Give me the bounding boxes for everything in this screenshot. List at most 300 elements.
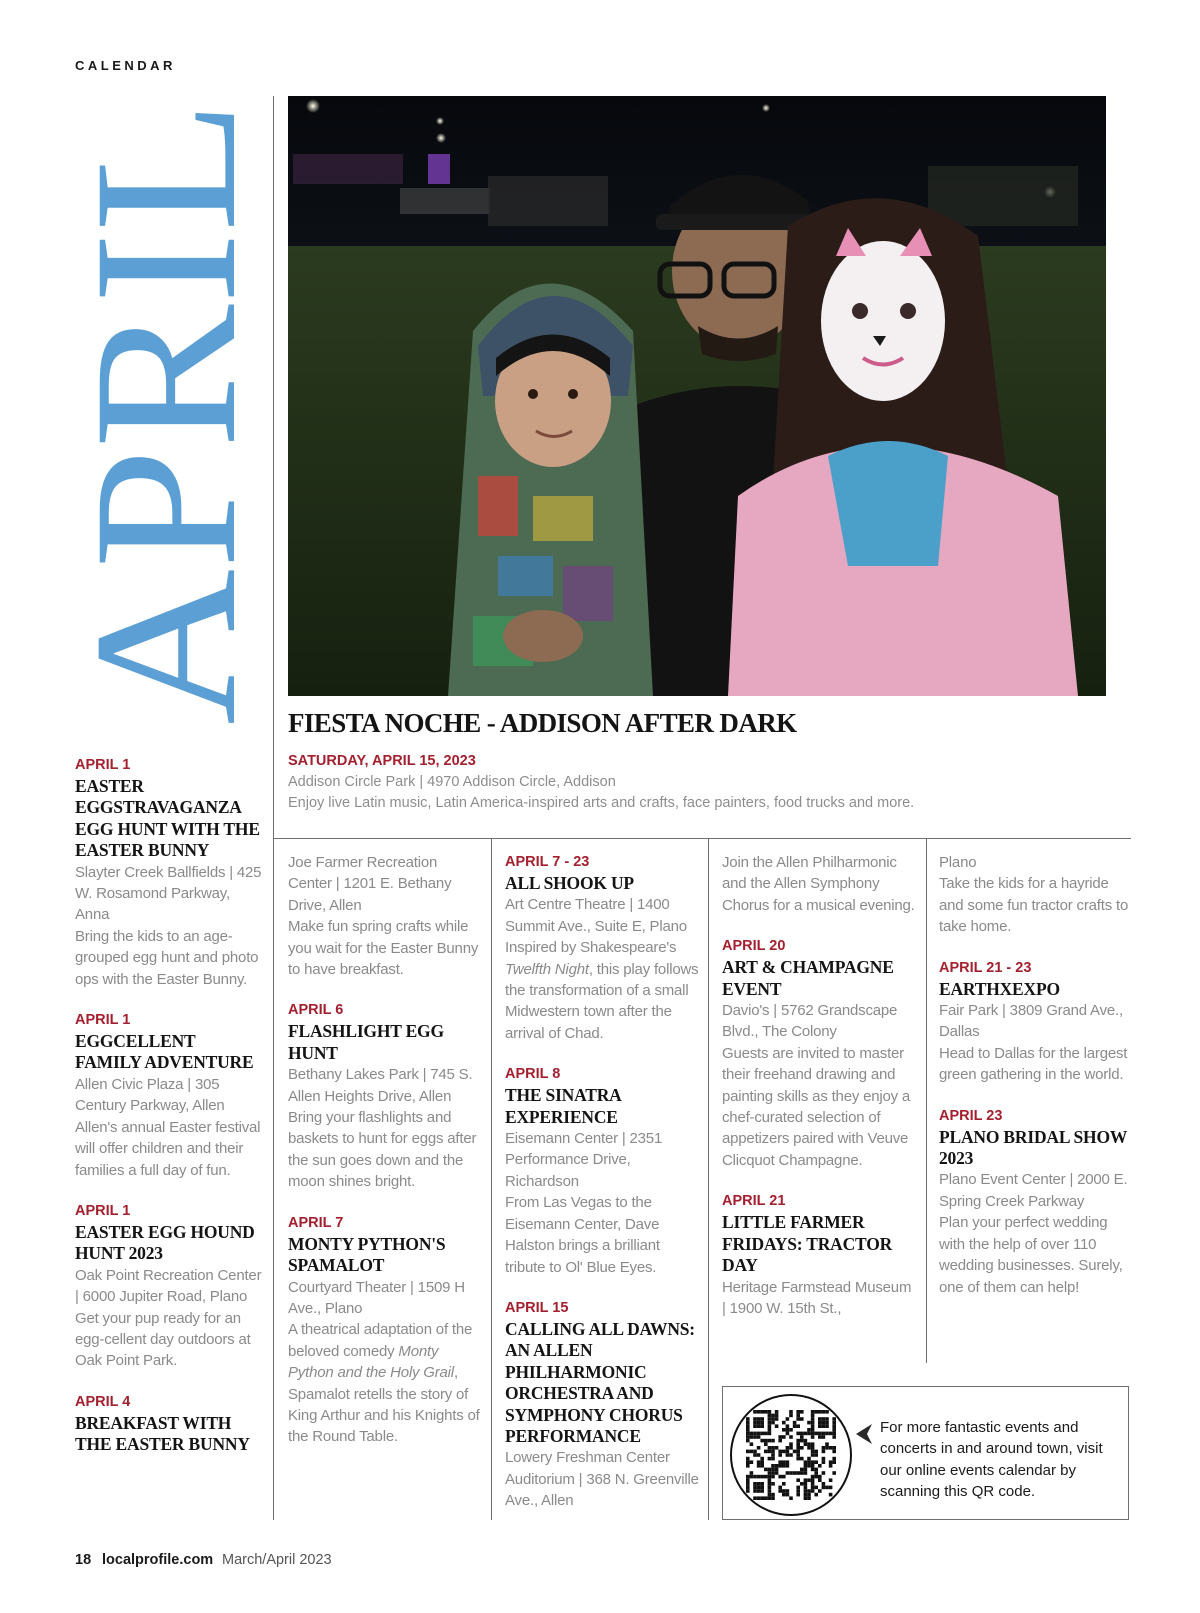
page-number: 18 <box>75 1552 92 1568</box>
qr-module <box>757 1410 761 1414</box>
qr-module <box>800 1417 804 1421</box>
event-title: PLANO BRIDAL SHOW 2023 <box>939 1126 1127 1169</box>
qr-module <box>786 1471 790 1475</box>
qr-module <box>822 1435 826 1439</box>
qr-module <box>832 1460 836 1464</box>
qr-module <box>800 1446 804 1450</box>
qr-module <box>832 1446 836 1450</box>
qr-module <box>768 1410 772 1414</box>
qr-module <box>814 1475 818 1479</box>
qr-module <box>811 1421 815 1425</box>
qr-module <box>818 1478 822 1482</box>
qr-module <box>789 1428 793 1432</box>
left-column <box>75 755 263 1476</box>
qr-module <box>768 1424 772 1428</box>
event-item <box>505 1064 703 1278</box>
qr-module <box>746 1464 750 1468</box>
event-continuation <box>939 852 1135 938</box>
qr-module <box>771 1464 775 1468</box>
qr-module <box>760 1457 764 1461</box>
qr-module <box>764 1450 768 1454</box>
qr-module <box>768 1493 772 1497</box>
event-date: APRIL 15 <box>505 1299 569 1316</box>
qr-module <box>771 1446 775 1450</box>
event-date: APRIL 7 <box>288 1214 344 1231</box>
qr-module <box>807 1446 811 1450</box>
qr-module <box>786 1493 790 1497</box>
event-description: Bring the kids to an age-grouped egg hunt and photo ops with the Easter Bunny. <box>75 927 259 988</box>
qr-module <box>796 1410 800 1414</box>
qr-module <box>746 1432 750 1436</box>
qr-module <box>800 1468 804 1472</box>
qr-module <box>789 1446 793 1450</box>
qr-module <box>757 1475 761 1479</box>
qr-module <box>746 1439 750 1443</box>
qr-module <box>818 1489 822 1493</box>
qr-module <box>829 1446 833 1450</box>
qr-module <box>807 1442 811 1446</box>
event-description: Bring your flashlights and baskets to hunt for eggs after the sun goes down and the moon shines bright. <box>288 1109 477 1191</box>
qr-module <box>757 1464 761 1468</box>
qr-module <box>771 1493 775 1497</box>
qr-module <box>796 1446 800 1450</box>
qr-module <box>825 1432 829 1436</box>
qr-module <box>796 1414 800 1418</box>
qr-module <box>771 1496 775 1500</box>
qr-module <box>768 1486 772 1490</box>
qr-module <box>804 1489 808 1493</box>
event-location: Eisemann Center | 2351 Performance Drive, Richardson <box>505 1130 663 1190</box>
qr-module <box>760 1421 764 1425</box>
qr-module <box>768 1450 772 1454</box>
qr-module <box>789 1410 793 1414</box>
qr-module <box>757 1435 761 1439</box>
qr-module <box>753 1489 757 1493</box>
event-description: From Las Vegas to the Eisemann Center, Dave Halston brings a brilliant tribute to Ol' Blue Eyes. <box>505 1194 660 1276</box>
qr-module <box>757 1486 761 1490</box>
qr-module <box>778 1450 782 1454</box>
qr-module <box>786 1464 790 1468</box>
qr-module <box>746 1435 750 1439</box>
qr-module <box>782 1482 786 1486</box>
qr-module <box>786 1450 790 1454</box>
footer-site: localprofile.com <box>102 1552 214 1568</box>
qr-module <box>804 1468 808 1472</box>
month-title-text: APRIL <box>52 132 279 725</box>
qr-module <box>750 1460 754 1464</box>
left-column-divider <box>273 96 274 1520</box>
qr-callout-text: For more fantastic events and concerts in and around town, visit our online events calendar by scanning this QR code. <box>880 1419 1103 1501</box>
qr-module <box>782 1464 786 1468</box>
qr-module <box>814 1453 818 1457</box>
qr-module <box>757 1432 761 1436</box>
qr-module <box>789 1414 793 1418</box>
feature-description: Enjoy live Latin music, Latin America-inspired arts and crafts, face painters, food trucks and more. <box>288 795 915 811</box>
qr-module <box>811 1410 815 1414</box>
qr-module <box>825 1410 829 1414</box>
qr-module <box>757 1453 761 1457</box>
qr-module <box>782 1489 786 1493</box>
qr-module <box>746 1478 750 1482</box>
event-location: Davio's | 5762 Grandscape Blvd., The Colony <box>722 1002 898 1041</box>
qr-module <box>746 1424 750 1428</box>
section-label: CALENDAR <box>75 58 176 73</box>
qr-module <box>778 1486 782 1490</box>
event-item <box>288 1213 484 1448</box>
qr-module <box>750 1471 754 1475</box>
qr-module <box>764 1442 768 1446</box>
qr-module <box>760 1475 764 1479</box>
column-4 <box>722 852 918 1339</box>
event-continuation <box>288 852 484 980</box>
qr-module <box>746 1486 750 1490</box>
qr-module <box>760 1482 764 1486</box>
qr-module <box>807 1457 811 1461</box>
qr-module <box>771 1482 775 1486</box>
feature-location: Addison Circle Park | 4970 Addison Circle, Addison <box>288 774 616 790</box>
event-date: APRIL 23 <box>939 1107 1003 1124</box>
qr-module <box>746 1450 750 1454</box>
event-title: EASTER EGG HOUND HUNT 2023 <box>75 1221 255 1264</box>
event-item <box>75 755 263 990</box>
qr-module <box>764 1439 768 1443</box>
qr-module <box>793 1471 797 1475</box>
qr-module <box>811 1453 815 1457</box>
qr-module <box>818 1475 822 1479</box>
event-date: APRIL 20 <box>722 938 786 955</box>
qr-module <box>775 1414 779 1418</box>
qr-module <box>800 1482 804 1486</box>
qr-module <box>782 1435 786 1439</box>
qr-module <box>775 1446 779 1450</box>
qr-module <box>786 1460 790 1464</box>
qr-module <box>818 1435 822 1439</box>
qr-module <box>807 1460 811 1464</box>
event-description: Get your pup ready for an egg-cellent day outdoors at Oak Point Park. <box>75 1309 251 1370</box>
qr-module <box>782 1460 786 1464</box>
qr-module <box>832 1424 836 1428</box>
qr-module <box>811 1428 815 1432</box>
event-date: APRIL 1 <box>75 1012 131 1029</box>
qr-module <box>814 1460 818 1464</box>
column-divider <box>491 839 492 1520</box>
feature-title: FIESTA NOCHE - ADDISON AFTER DARK <box>288 708 797 738</box>
qr-module <box>786 1489 790 1493</box>
qr-module <box>768 1417 772 1421</box>
column-2 <box>288 852 484 1468</box>
event-description: Allen's annual Easter festival will offer children and their families a full day of fun. <box>75 1118 261 1179</box>
qr-module <box>822 1424 826 1428</box>
feature-photo <box>288 96 1106 696</box>
qr-module <box>796 1450 800 1454</box>
qr-module <box>822 1471 826 1475</box>
qr-module <box>757 1417 761 1421</box>
qr-module <box>811 1414 815 1418</box>
column-3 <box>505 852 703 1532</box>
qr-module <box>757 1496 761 1500</box>
event-location: Courtyard Theater | 1509 H Ave., Plano <box>288 1278 465 1317</box>
qr-module <box>822 1421 826 1425</box>
qr-module <box>811 1478 815 1482</box>
event-location: Oak Point Recreation Center | 6000 Jupiter Road, Plano <box>75 1266 262 1306</box>
qr-module <box>750 1442 754 1446</box>
qr-module <box>768 1471 772 1475</box>
event-item <box>288 1000 484 1192</box>
qr-module <box>775 1410 779 1414</box>
qr-module <box>804 1471 808 1475</box>
qr-module <box>796 1493 800 1497</box>
qr-module <box>822 1486 826 1490</box>
event-item <box>75 1010 263 1181</box>
qr-module <box>807 1496 811 1500</box>
qr-module <box>782 1421 786 1425</box>
qr-module <box>804 1442 808 1446</box>
qr-module <box>800 1457 804 1461</box>
qr-module <box>804 1482 808 1486</box>
qr-module <box>757 1489 761 1493</box>
qr-module <box>768 1439 772 1443</box>
qr-module <box>829 1478 833 1482</box>
qr-module <box>800 1435 804 1439</box>
month-title <box>52 90 279 740</box>
qr-module <box>811 1432 815 1436</box>
qr-module <box>796 1478 800 1482</box>
event-item <box>722 1191 918 1319</box>
qr-module <box>760 1410 764 1414</box>
qr-module <box>757 1446 761 1450</box>
qr-module <box>786 1432 790 1436</box>
description-italic: Twelfth Night <box>505 960 589 978</box>
qr-module <box>818 1410 822 1414</box>
qr-module <box>796 1486 800 1490</box>
qr-module <box>768 1421 772 1425</box>
qr-module <box>814 1486 818 1490</box>
qr-module <box>753 1421 757 1425</box>
event-title: ART & CHAMPAGNE EVENT <box>722 957 894 999</box>
event-description: Join the Allen Philharmonic and the Allen Symphony Chorus for a musical evening. <box>722 854 915 914</box>
qr-module <box>771 1475 775 1479</box>
qr-module <box>829 1493 833 1497</box>
qr-module <box>814 1450 818 1454</box>
qr-module <box>832 1471 836 1475</box>
event-item <box>722 936 918 1171</box>
qr-module <box>778 1489 782 1493</box>
qr-module <box>811 1464 815 1468</box>
qr-module <box>832 1457 836 1461</box>
qr-module <box>771 1414 775 1418</box>
qr-module <box>829 1460 833 1464</box>
qr-module <box>750 1435 754 1439</box>
qr-module <box>796 1439 800 1443</box>
qr-module <box>796 1489 800 1493</box>
qr-module <box>760 1439 764 1443</box>
event-location: Heritage Farmstead Museum | 1900 W. 15th St., <box>722 1278 912 1317</box>
qr-module <box>753 1482 757 1486</box>
event-item <box>75 1201 263 1372</box>
qr-module <box>811 1468 815 1472</box>
qr-module <box>818 1421 822 1425</box>
qr-module <box>825 1446 829 1450</box>
qr-module <box>753 1432 757 1436</box>
qr-module <box>804 1432 808 1436</box>
qr-module <box>822 1482 826 1486</box>
qr-module <box>814 1410 818 1414</box>
description-text: Inspired by Shakespeare's <box>505 939 677 957</box>
qr-module <box>811 1475 815 1479</box>
qr-module <box>771 1421 775 1425</box>
qr-module <box>832 1432 836 1436</box>
column-divider <box>708 839 709 1520</box>
qr-module <box>804 1493 808 1497</box>
qr-module <box>760 1424 764 1428</box>
qr-module <box>811 1435 815 1439</box>
qr-module <box>753 1453 757 1457</box>
qr-module <box>782 1428 786 1432</box>
event-description: Head to Dallas for the largest green gathering in the world. <box>939 1044 1128 1084</box>
qr-module <box>825 1486 829 1490</box>
qr-module <box>768 1496 772 1500</box>
qr-module <box>771 1417 775 1421</box>
qr-module <box>771 1450 775 1454</box>
qr-module <box>786 1428 790 1432</box>
qr-module <box>804 1460 808 1464</box>
qr-module <box>807 1421 811 1425</box>
event-location: Plano <box>939 854 977 871</box>
qr-module <box>796 1457 800 1461</box>
qr-code[interactable] <box>729 1393 853 1517</box>
qr-module <box>782 1493 786 1497</box>
qr-module <box>811 1446 815 1450</box>
qr-module <box>822 1450 826 1454</box>
event-date: APRIL 4 <box>75 1393 131 1410</box>
qr-module <box>789 1442 793 1446</box>
event-item <box>75 1392 263 1456</box>
qr-module <box>746 1457 750 1461</box>
qr-module <box>789 1453 793 1457</box>
feature-bottom-rule <box>273 838 1131 839</box>
qr-module <box>778 1435 782 1439</box>
event-description: Guests are invited to master their freehand drawing and painting skills as they enjoy a chef-curated selection of appetizers paired with Veuve Clicquot Champagne. <box>722 1044 911 1169</box>
event-continuation <box>722 852 918 916</box>
qr-module <box>757 1424 761 1428</box>
qr-module <box>746 1475 750 1479</box>
qr-module <box>796 1432 800 1436</box>
event-location: Joe Farmer Recreation Center | 1201 E. Bethany Drive, Allen <box>288 854 452 914</box>
qr-module <box>753 1475 757 1479</box>
qr-module <box>786 1424 790 1428</box>
qr-module <box>822 1457 826 1461</box>
qr-module <box>811 1489 815 1493</box>
qr-module <box>775 1471 779 1475</box>
qr-module <box>778 1460 782 1464</box>
pointer-arrow-icon <box>854 1422 874 1446</box>
qr-module <box>804 1486 808 1490</box>
event-title: EGGCELLENT FAMILY ADVENTURE <box>75 1031 254 1073</box>
qr-module <box>829 1464 833 1468</box>
event-item <box>505 852 703 1044</box>
qr-module <box>753 1424 757 1428</box>
qr-module <box>753 1435 757 1439</box>
event-date: APRIL 1 <box>75 1202 131 1219</box>
qr-module <box>811 1417 815 1421</box>
qr-module <box>822 1417 826 1421</box>
qr-module <box>786 1417 790 1421</box>
qr-module <box>829 1432 833 1436</box>
qr-module <box>804 1464 808 1468</box>
qr-module <box>800 1432 804 1436</box>
event-date: APRIL 6 <box>288 1002 344 1019</box>
feature-date: SATURDAY, APRIL 15, 2023 <box>288 753 476 769</box>
qr-module <box>814 1468 818 1472</box>
qr-module <box>814 1493 818 1497</box>
qr-module <box>789 1435 793 1439</box>
qr-module <box>818 1464 822 1468</box>
qr-module <box>804 1496 808 1500</box>
event-title: ALL SHOOK UP <box>505 873 634 893</box>
qr-module <box>746 1421 750 1425</box>
qr-module <box>775 1468 779 1472</box>
event-item <box>939 1106 1135 1298</box>
qr-module <box>782 1475 786 1479</box>
event-description: Make fun spring crafts while you wait for the Easter Bunny to have breakfast. <box>288 918 479 979</box>
qr-module <box>768 1468 772 1472</box>
qr-module <box>822 1460 826 1464</box>
event-title: CALLING ALL DAWNS: AN ALLEN PHILHARMONIC ORCHESTRA AND SYMPHONY CHORUS PERFORMANCE <box>505 1318 695 1446</box>
qr-module <box>764 1468 768 1472</box>
qr-module <box>753 1486 757 1490</box>
qr-module <box>822 1432 826 1436</box>
qr-module <box>771 1457 775 1461</box>
qr-module <box>793 1421 797 1425</box>
event-date: APRIL 21 - 23 <box>939 959 1032 976</box>
qr-module <box>764 1432 768 1436</box>
qr-module <box>822 1446 826 1450</box>
qr-module <box>796 1424 800 1428</box>
event-item <box>505 1298 703 1512</box>
qr-module <box>768 1478 772 1482</box>
event-title: EASTER EGGSTRAVAGANZA EGG HUNT WITH THE EASTER BUNNY <box>75 776 260 861</box>
qr-module <box>832 1421 836 1425</box>
qr-module <box>825 1424 829 1428</box>
qr-module <box>746 1417 750 1421</box>
event-title: LITTLE FARMER FRIDAYS: TRACTOR DAY <box>722 1212 893 1276</box>
qr-module <box>814 1471 818 1475</box>
event-location: Fair Park | 3809 Grand Ave., Dallas <box>939 1002 1123 1041</box>
qr-module <box>822 1410 826 1414</box>
qr-module <box>793 1424 797 1428</box>
qr-module <box>811 1424 815 1428</box>
qr-module <box>768 1446 772 1450</box>
qr-module <box>818 1424 822 1428</box>
qr-module <box>764 1496 768 1500</box>
qr-module <box>750 1432 754 1436</box>
qr-module <box>760 1486 764 1490</box>
qr-module <box>804 1439 808 1443</box>
feature-photo-illustration <box>288 96 1106 696</box>
qr-module <box>746 1460 750 1464</box>
qr-module <box>771 1471 775 1475</box>
event-date: APRIL 21 <box>722 1193 786 1210</box>
qr-module <box>764 1410 768 1414</box>
qr-module <box>825 1417 829 1421</box>
event-location: Slayter Creek Ballfields | 425 W. Rosamond Parkway, Anna <box>75 863 262 924</box>
qr-module <box>786 1446 790 1450</box>
event-location: Plano Event Center | 2000 E. Spring Creek Parkway <box>939 1171 1128 1210</box>
event-title: EARTHXEXPO <box>939 978 1060 999</box>
event-location: Bethany Lakes Park | 745 S. Allen Heights Drive, Allen <box>288 1066 473 1105</box>
event-location: Art Centre Theatre | 1400 Summit Ave., Suite E, Plano <box>505 896 687 935</box>
event-location: Allen Civic Plaza | 305 Century Parkway, Allen <box>75 1075 225 1115</box>
